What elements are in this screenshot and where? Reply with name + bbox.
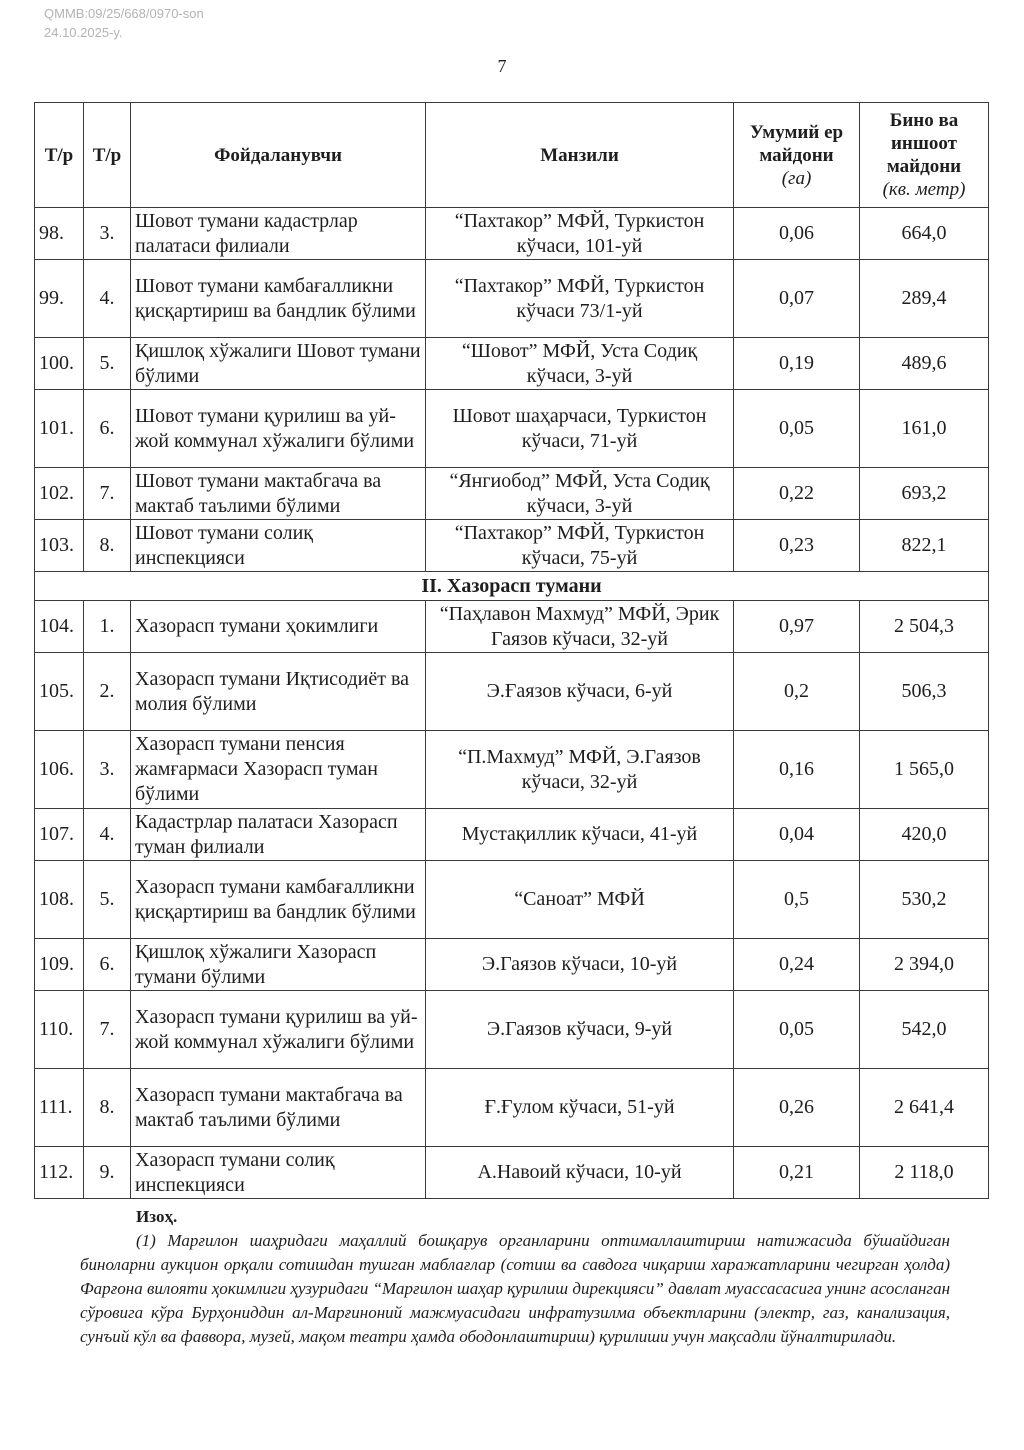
row-local-number: 8. xyxy=(84,520,131,572)
table-row xyxy=(35,1069,989,1147)
row-local-number: 6. xyxy=(84,390,131,468)
row-address: А.Навоий кўчаси, 10-уй xyxy=(426,1147,734,1199)
row-local-number: 5. xyxy=(84,338,131,390)
row-address: “Паҳлавон Махмуд” МФЙ, Эрик Гаязов кўчаси, 32-уй xyxy=(426,601,734,653)
row-user: Қишлоқ хўжалиги Шовот тумани бўлими xyxy=(131,338,426,390)
section-title: II. Хазорасп тумани xyxy=(35,572,989,601)
table-row xyxy=(35,520,989,572)
row-address: Мустақиллик кўчаси, 41-уй xyxy=(426,809,734,861)
row-land-area: 0,26 xyxy=(734,1069,860,1147)
row-user: Хазорасп тумани мактабгача ва мактаб таълими бўлими xyxy=(131,1069,426,1147)
table-row xyxy=(35,653,989,731)
row-address: Э.Гаязов кўчаси, 10-уй xyxy=(426,939,734,991)
footnote-title: Изоҳ. xyxy=(136,1207,178,1226)
row-number: 98. xyxy=(35,208,84,260)
row-address: “Янгиобод” МФЙ, Уста Содиқ кўчаси, 3-уй xyxy=(426,468,734,520)
row-number: 108. xyxy=(35,861,84,939)
page-number: 7 xyxy=(497,56,507,76)
row-local-number: 7. xyxy=(84,991,131,1069)
row-land-area: 0,97 xyxy=(734,601,860,653)
row-building-area: 542,0 xyxy=(860,991,989,1069)
table-row xyxy=(35,338,989,390)
row-address: Э.Гаязов кўчаси, 9-уй xyxy=(426,991,734,1069)
row-user: Шовот тумани мактабгача ва мактаб таълими бўлими xyxy=(131,468,426,520)
row-number: 100. xyxy=(35,338,84,390)
row-address: “Пахтакор” МФЙ, Туркистон кўчаси, 75-уй xyxy=(426,520,734,572)
row-land-area: 0,05 xyxy=(734,991,860,1069)
row-number: 103. xyxy=(35,520,84,572)
row-address: “П.Махмуд” МФЙ, Э.Гаязов кўчаси, 32-уй xyxy=(426,731,734,809)
row-local-number: 3. xyxy=(84,208,131,260)
header-user: Фойдаланувчи xyxy=(131,103,426,208)
row-user: Кадастрлар палатаси Хазорасп туман филиали xyxy=(131,809,426,861)
row-number: 106. xyxy=(35,731,84,809)
row-local-number: 1. xyxy=(84,601,131,653)
row-address: Э.Ғаязов кўчаси, 6-уй xyxy=(426,653,734,731)
row-number: 110. xyxy=(35,991,84,1069)
table-row xyxy=(35,731,989,809)
table-header-row xyxy=(35,103,989,208)
table-row xyxy=(35,939,989,991)
row-local-number: 8. xyxy=(84,1069,131,1147)
row-local-number: 9. xyxy=(84,1147,131,1199)
row-land-area: 0,23 xyxy=(734,520,860,572)
row-local-number: 7. xyxy=(84,468,131,520)
land-area-title: Умумий ер майдони xyxy=(749,121,844,166)
facilities-table xyxy=(34,102,989,1199)
header-number-overall: Т/р xyxy=(35,103,84,208)
row-number: 104. xyxy=(35,601,84,653)
row-building-area: 664,0 xyxy=(860,208,989,260)
row-number: 105. xyxy=(35,653,84,731)
row-user: Шовот тумани кадастрлар палатаси филиали xyxy=(131,208,426,260)
row-land-area: 0,21 xyxy=(734,1147,860,1199)
row-number: 101. xyxy=(35,390,84,468)
row-land-area: 0,22 xyxy=(734,468,860,520)
row-land-area: 0,04 xyxy=(734,809,860,861)
row-number: 112. xyxy=(35,1147,84,1199)
row-local-number: 4. xyxy=(84,260,131,338)
row-address: “Пахтакор” МФЙ, Туркистон кўчаси 73/1-уй xyxy=(426,260,734,338)
building-area-title: Бино ва иншоот майдони xyxy=(886,110,962,177)
row-address: “Шовот” МФЙ, Уста Содиқ кўчаси, 3-уй xyxy=(426,338,734,390)
land-area-unit: (га) xyxy=(781,167,812,189)
table-row xyxy=(35,468,989,520)
row-building-area: 506,3 xyxy=(860,653,989,731)
row-land-area: 0,05 xyxy=(734,390,860,468)
row-building-area: 1 565,0 xyxy=(860,731,989,809)
row-number: 111. xyxy=(35,1069,84,1147)
row-building-area: 420,0 xyxy=(860,809,989,861)
row-address: Ғ.Ғулом кўчаси, 51-уй xyxy=(426,1069,734,1147)
table-row xyxy=(35,809,989,861)
reference-number: QMMB:09/25/668/0970-son xyxy=(44,6,204,21)
row-address: “Саноат” МФЙ xyxy=(426,861,734,939)
header-land-area xyxy=(734,103,860,208)
row-user: Қишлоқ хўжалиги Хазорасп тумани бўлими xyxy=(131,939,426,991)
row-local-number: 6. xyxy=(84,939,131,991)
row-local-number: 4. xyxy=(84,809,131,861)
footnote xyxy=(80,1205,950,1349)
row-land-area: 0,07 xyxy=(734,260,860,338)
row-number: 107. xyxy=(35,809,84,861)
row-building-area: 822,1 xyxy=(860,520,989,572)
row-building-area: 693,2 xyxy=(860,468,989,520)
row-land-area: 0,19 xyxy=(734,338,860,390)
section-header-row xyxy=(35,572,989,601)
row-user: Шовот тумани қурилиш ва уй-жой коммунал хўжалиги бўлими xyxy=(131,390,426,468)
table-row xyxy=(35,390,989,468)
row-number: 109. xyxy=(35,939,84,991)
row-user: Хазорасп тумани солиқ инспекцияси xyxy=(131,1147,426,1199)
row-local-number: 5. xyxy=(84,861,131,939)
row-building-area: 2 504,3 xyxy=(860,601,989,653)
table-row xyxy=(35,260,989,338)
table-row xyxy=(35,1147,989,1199)
row-local-number: 3. xyxy=(84,731,131,809)
footnote-text: (1) Марғилон шаҳридаги маҳаллий бошқарув органларини оптималлаштириш натижасида бўшайдиган биноларни аукцион орқали сотишдан тушган маблағлар (сотиш ва савдога чиқариш харажатларини чегирган ҳолда) Фарғона вилояти ҳокимлиги ҳузуридаги “Марғилон шаҳар қурилиш дирекцияси” давлат муассасасига унинг асосланган сўровига кўра Бурҳониддин ал-Марғиноний мажмуасидаги инфратузилма объектларини (электр, газ, канализация, сунъий кўл ва фаввора, музей, мақом театри ҳамда ободонлаштириш) қурилиши учун мақсадли йўналтирилади. xyxy=(80,1231,950,1346)
row-address: Шовот шаҳарчаси, Туркистон кўчаси, 71-уй xyxy=(426,390,734,468)
row-local-number: 2. xyxy=(84,653,131,731)
row-building-area: 161,0 xyxy=(860,390,989,468)
row-building-area: 289,4 xyxy=(860,260,989,338)
row-user: Хазорасп тумани камбағалликни қисқартириш ва бандлик бўлими xyxy=(131,861,426,939)
table-row xyxy=(35,991,989,1069)
row-building-area: 2 394,0 xyxy=(860,939,989,991)
row-number: 99. xyxy=(35,260,84,338)
row-building-area: 2 118,0 xyxy=(860,1147,989,1199)
header-number-local: Т/р xyxy=(84,103,131,208)
row-number: 102. xyxy=(35,468,84,520)
table-row xyxy=(35,208,989,260)
row-building-area: 2 641,4 xyxy=(860,1069,989,1147)
header-building-area xyxy=(860,103,989,208)
table-row xyxy=(35,601,989,653)
header-address: Манзили xyxy=(426,103,734,208)
row-land-area: 0,5 xyxy=(734,861,860,939)
row-building-area: 530,2 xyxy=(860,861,989,939)
row-building-area: 489,6 xyxy=(860,338,989,390)
row-land-area: 0,16 xyxy=(734,731,860,809)
reference-date: 24.10.2025-y. xyxy=(44,25,123,40)
row-user: Хазорасп тумани пенсия жамғармаси Хазорасп туман бўлими xyxy=(131,731,426,809)
document-reference xyxy=(44,4,204,42)
row-user: Хазорасп тумани ҳокимлиги xyxy=(131,601,426,653)
row-user: Шовот тумани камбағалликни қисқартириш ва бандлик бўлими xyxy=(131,260,426,338)
table-row xyxy=(35,861,989,939)
building-area-unit: (кв. метр) xyxy=(882,179,966,200)
row-land-area: 0,2 xyxy=(734,653,860,731)
row-user: Хазорасп тумани Иқтисодиёт ва молия бўлими xyxy=(131,653,426,731)
row-user: Хазорасп тумани қурилиш ва уй-жой коммунал хўжалиги бўлими xyxy=(131,991,426,1069)
row-user: Шовот тумани солиқ инспекцияси xyxy=(131,520,426,572)
row-address: “Пахтакор” МФЙ, Туркистон кўчаси, 101-уй xyxy=(426,208,734,260)
row-land-area: 0,06 xyxy=(734,208,860,260)
row-land-area: 0,24 xyxy=(734,939,860,991)
